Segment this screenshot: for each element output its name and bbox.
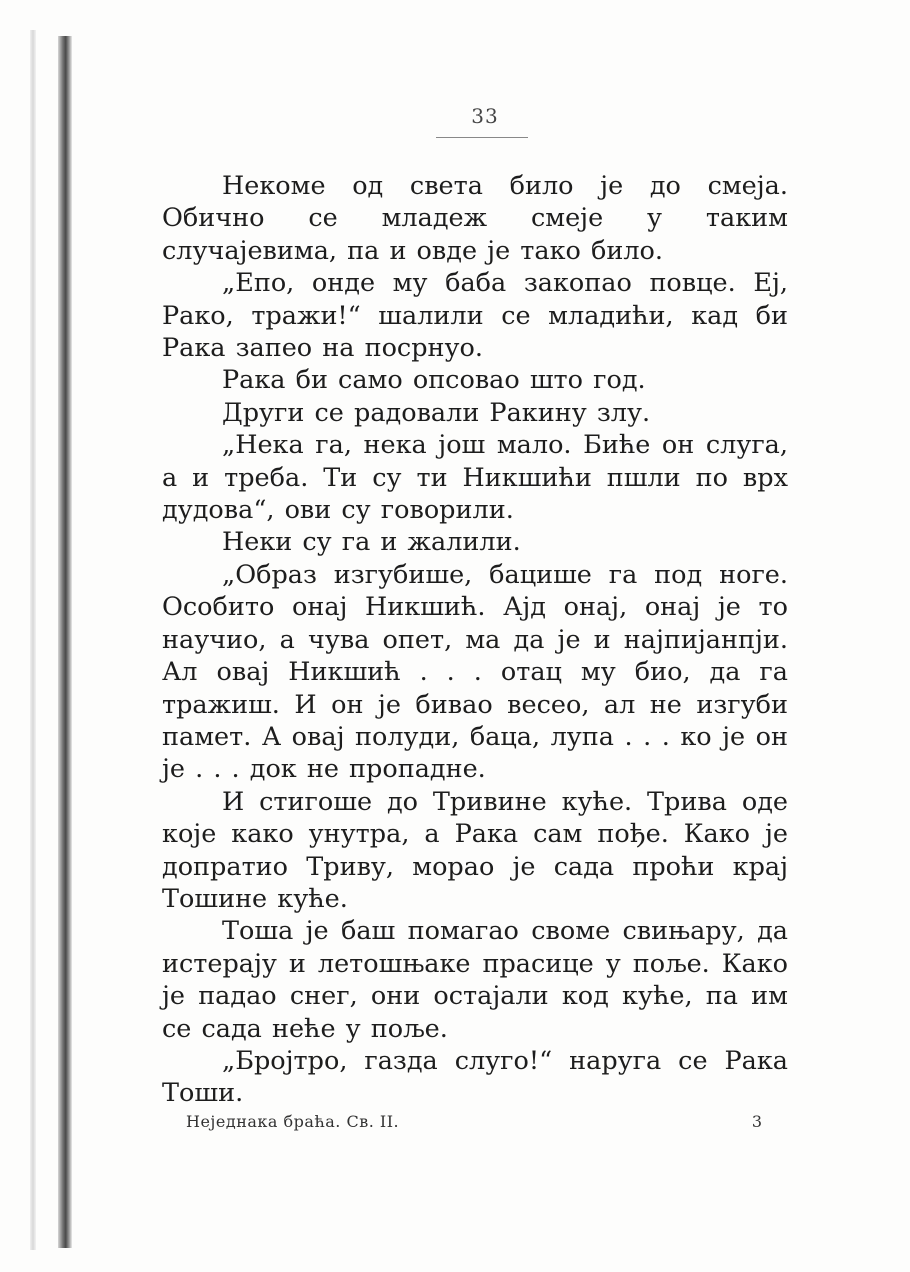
paragraph: Рака би само опсовао што год. [222,365,646,396]
paragraph: „Епо, онде му баба закопао повце. Еј, Рако, тражи!“ шалили се младићи, кад би Рака запео на посрнуо. [162,268,788,364]
signature-label: Неједнака браћа. Св. II. [186,1112,400,1131]
paragraph: И стигоше до Тривине куће. Трива оде које како унутра, а Рака сам пође. Како је допратио Триву, морао је сада проћи крај Тошине куће. [162,786,788,914]
paragraph: „Нека га, нека још мало. Биће он слуга, а и треба. Ти су ти Никшићи пшли по врх дудова“, ови су говорили. [162,430,788,526]
body-text [162,170,788,1110]
paragraph: Тоша је баш помагао своме свињару, да истерају и летошњаке прасице у поље. Како је падао снег, они остајали код куће, па им се сада неће у поље. [162,916,788,1044]
signature-number: 3 [751,1112,762,1131]
paragraph: „Образ изгубише, бацише га под ноге. Особито онај Никшић. Ајд онај, онај је то научио, а чува опет, ма да је и најпијанпји. Ал овај Никшић . . . отац му био, да га тражиш. И он је бивао весео, ал не изгуби памет. А овај полуди, баца, лупа . . . ко је он је . . . док не пропадне. [162,559,788,785]
paragraph: Неки су га и жалили. [222,527,521,558]
paragraph: „Бројтро, газда слуго!“ наруга се Рака Тоши. [162,1045,788,1109]
page-number-rule [436,137,528,138]
paragraph: Некоме од света било је до смеја. Обично се младеж смеје у таким случајевима, па и овде је тако било. [162,171,788,266]
page-gutter-shadow [30,30,36,1250]
page-footer [186,1112,762,1131]
paragraph: Други се радовали Ракину злу. [222,397,651,428]
binding-edge [58,36,72,1248]
page-number: 33 [471,104,499,128]
